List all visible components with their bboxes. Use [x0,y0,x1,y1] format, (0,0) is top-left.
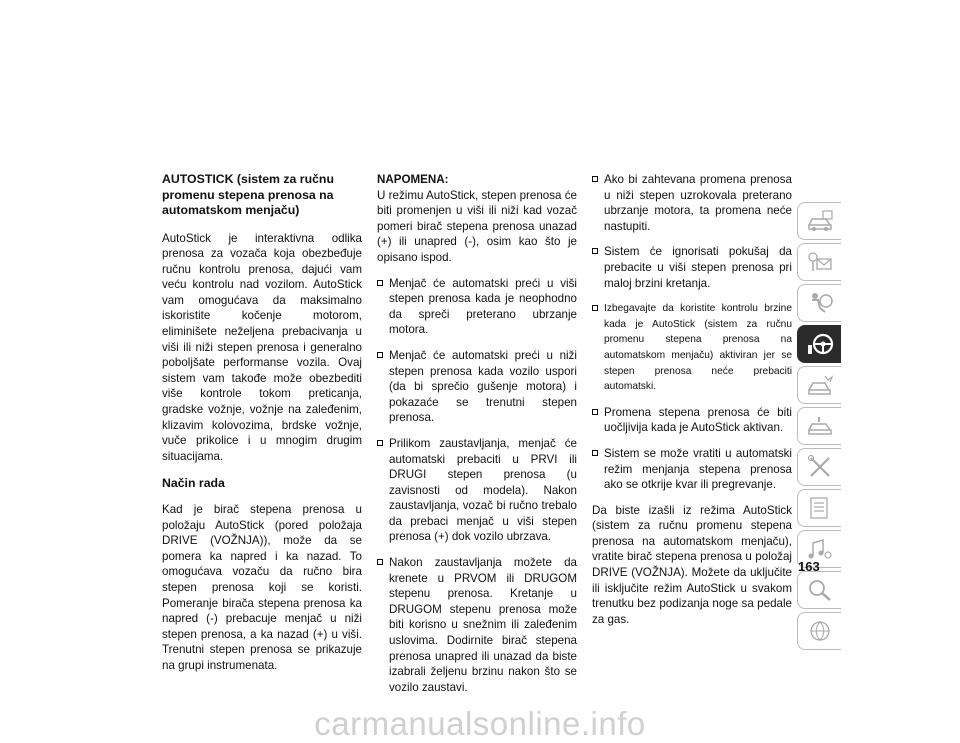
checkbox-bullet-icon [377,559,383,565]
steering-wheel-icon [805,331,835,357]
tab-starting-operating[interactable] [797,325,841,363]
magnifier-icon [805,577,835,603]
list-item: Izbegavajte da koristite kontrolu brzine kada je AutoStick (sistem za ručnu promenu stepena prenosa na automatskom menjaču) aktiviran jer se stepen prenosa neće prebaciti automatski. [592,301,792,395]
car-info-icon [805,208,835,234]
list-item: Nakon zaustavljanja možete da krenete u PRVOM ili DRUGOM stepenu prenosa. Kretanje u DRUGOM stepenu prenosa može biti korisno u snežnim ili zaleđenim uslovima. Dodirnite birač stepena prenosa unapred ili unazad da biste izabrali željenu brzinu nakon što se vozilo zaustavi. [377,555,577,695]
tab-servicing[interactable] [797,407,841,445]
tab-maintenance[interactable] [797,448,841,486]
checkbox-bullet-icon [592,176,598,182]
car-crash-icon [805,372,835,398]
checkbox-bullet-icon [377,352,383,358]
closing-paragraph: Da biste izašli iz režima AutoStick (sistem za ručnu promenu stepena prenosa na automatskom menjaču), vratite birač stepena prenosa u položaj DRIVE (VOŽNJA). Možete da uključite ili isključite režim AutoStick u svakom trenutku bez podizanja noge sa pedale za gas. [592,503,792,626]
checklist-icon [805,495,835,521]
checkbox-bullet-icon [592,409,598,415]
car-wrench-icon [805,413,835,439]
list-item: Sistem će ignorisati pokušaj da prebacite u viši stepen prenosa pri maloj brzini kretanja. [592,244,792,291]
column-1 [162,172,362,684]
page-number: 163 [798,559,820,574]
note-intro: U režimu AutoStick, stepen prenosa će biti promenjen u viši ili niži kad vozač pomeri birač stepena prenosa unazad (+) ili unapred (-), osim kao što je opisano ispod. [377,188,577,264]
tab-languages[interactable] [797,612,841,650]
operation-paragraph: Kad je birač stepena prenosa u položaju AutoStick (pored položaja DRIVE (VOŽNJA)), može da se pomera ka napred i ka nazad. To omogućava vozaču da ručno bira stepen prenosa koji se koristi. Pomeranje birača stepena prenosa ka napred (-) prebacuje menjač u niži stepen prenosa, a ka nazad (+) u viši. Trenutni stepen prenosa se prikazuje na grupi instrumenata. [162,503,362,672]
wrench-screwdriver-icon [805,454,835,480]
list-item: Prilikom zaustavljanja, menjač će automatski prebaciti u PRVI ili DRUGI stepen prenosa (u zavisnosti od modela). Nakon zaustavljanja, vozač bi ručno trebalo da prebaci menjač u viši stepen prenosa (+) dok vozilo ubrzava. [377,436,577,545]
tab-specifications[interactable] [797,489,841,527]
checkbox-bullet-icon [592,248,598,254]
intro-paragraph: AutoStick je interaktivna odlika prenosa za vozača koja obezbeđuje ručnu kontrolu prenosa, dajući vam veću kontrolu nad vozilom. AutoStick vam omogućava da maksimalno iskoristite kočenje motorom, eliminišete neželjena prebacivanja u viši ili niži stepen prenosa i generalno poboljšate performanse vozila. Ovaj sistem vam takođe može obezbediti više kontrole tokom preticanja, gradske vožnje, vožnje na zaleđenim, klizavim kolovozima, brdske vožnje, vuče prikolice i u mnogim drugim situacijama. [162,231,362,463]
checkbox-bullet-icon [377,280,383,286]
watermark-logo: carmanualsonline.info [314,705,646,742]
list-item: Menjač će automatski preći u viši stepen prenosa kada je neophodno da spreči preterano ubrzanje motora. [377,276,577,338]
note-title: NAPOMENA: [377,173,449,186]
tab-safety[interactable] [797,284,841,322]
tab-emergency[interactable] [797,366,841,404]
tab-index[interactable] [797,571,841,609]
checkbox-bullet-icon [592,305,598,311]
subheading-operation: Način rada [162,476,225,491]
column-3 [592,172,792,637]
airbag-person-icon [805,290,835,316]
list-item: Menjač će automatski preći u niži stepen prenosa kada vozilo uspori (da bi sprečio gušenje motora) i pokazaće se trenutni stepen prenosa. [377,348,577,426]
list-item: Sistem se može vratiti u automatski režim menjanja stepena prenosa ako se otkrije kvar ili pregrevanje. [592,446,792,493]
list-item: Promena stepena prenosa će biti uočljivija kada je AutoStick aktivan. [592,405,792,436]
envelope-key-icon [805,249,835,275]
chapter-tabs [797,202,841,653]
languages-icon [805,618,835,644]
checkbox-bullet-icon [377,440,383,446]
checkbox-bullet-icon [592,450,598,456]
note-bullet-list [377,276,577,696]
continued-bullet-list [592,172,792,493]
tab-car-info[interactable] [797,202,841,240]
tab-keys[interactable] [797,243,841,281]
column-2 [377,172,577,705]
list-item: Ako bi zahtevana promena prenosa u niži stepen uzrokovala preterano ubrzanje motora, ta promena neće nastupiti. [592,172,792,234]
section-heading: AUTOSTICK (sistem za ručnu promenu stepena prenosa na automatskom menjaču) [162,172,334,217]
